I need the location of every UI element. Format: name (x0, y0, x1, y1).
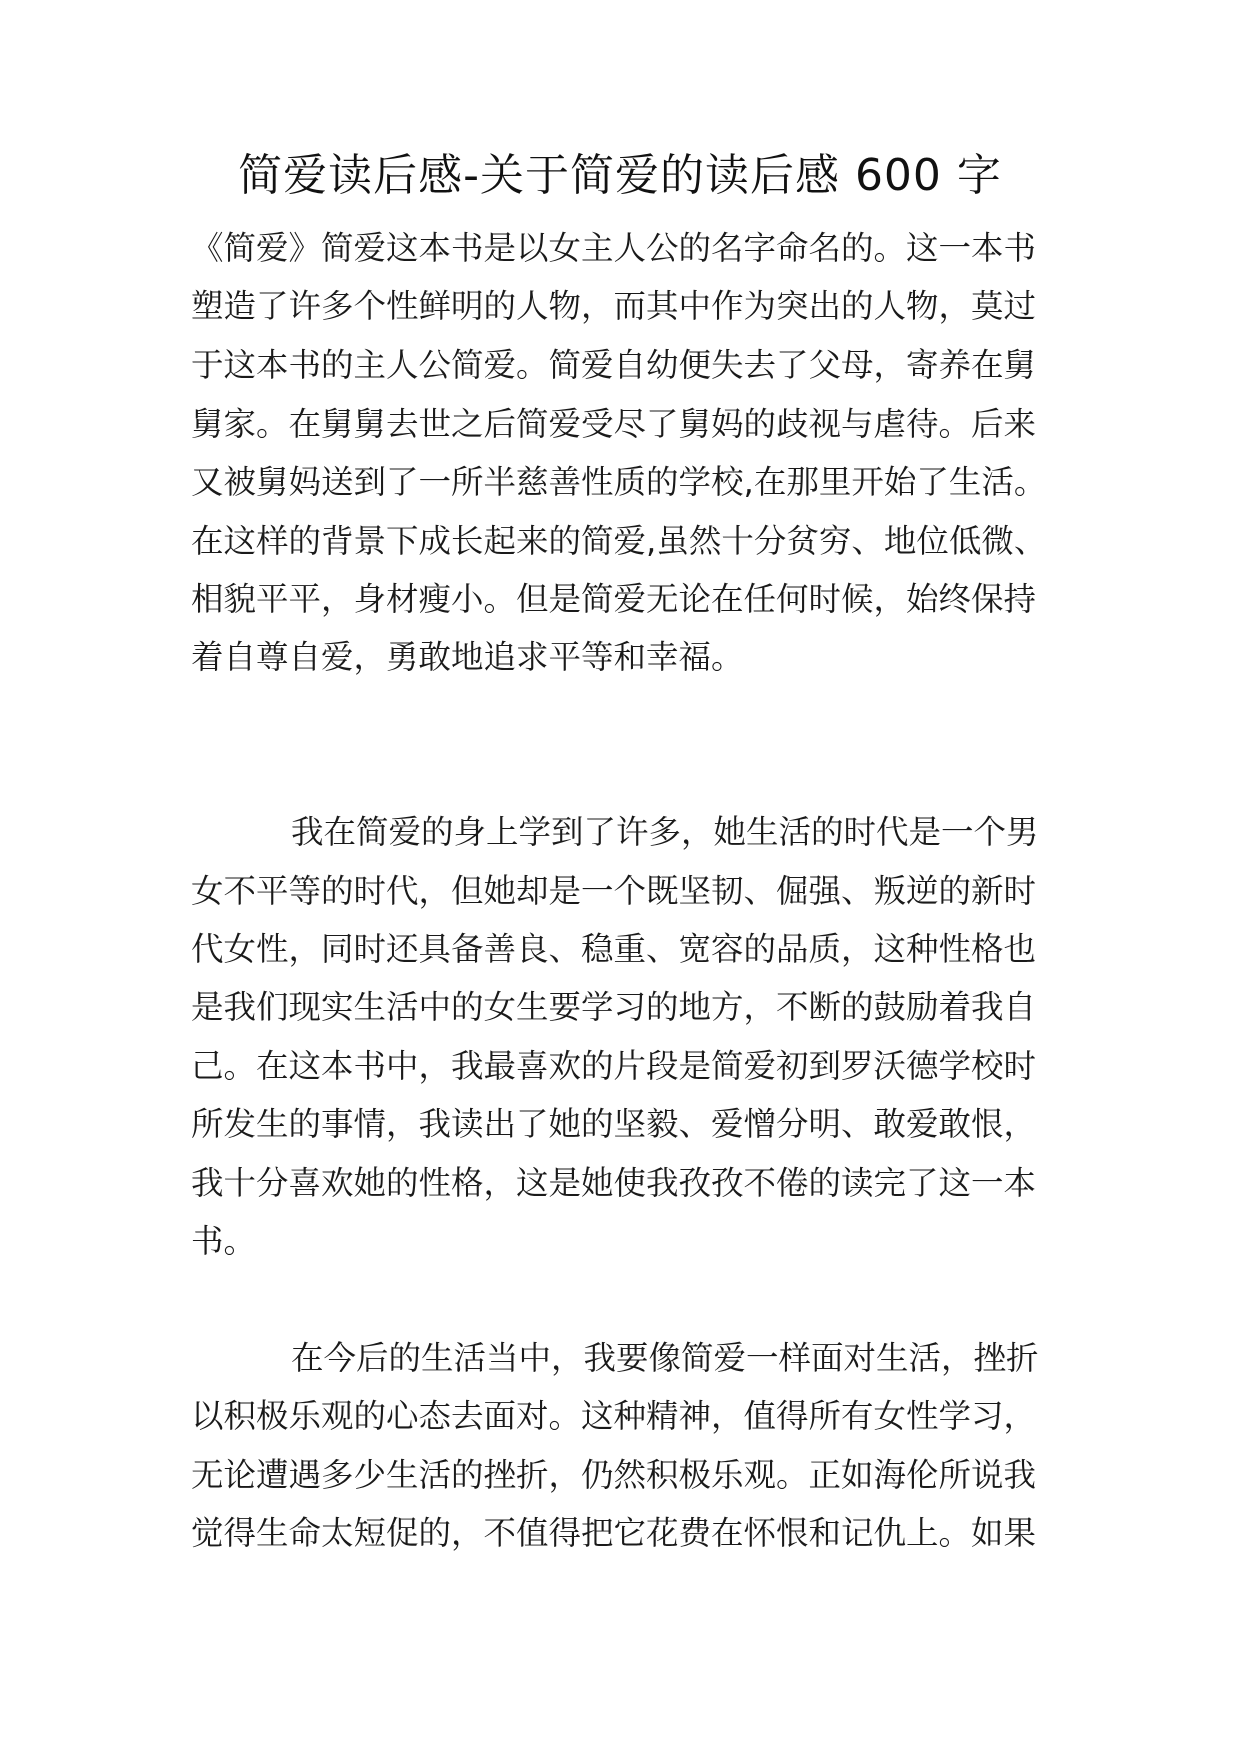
paragraph-1-line-8: 着自尊自爱，勇敢地追求平等和幸福。 (191, 638, 744, 676)
paragraph-1-line-2: 塑造了许多个性鲜明的人物，而其中作为突出的人物，莫过 (191, 287, 1037, 325)
document-title: 简爱读后感-关于简爱的读后感 600 字 (238, 150, 1002, 201)
paragraph-1-line-1: 《简爱》简爱这本书是以女主人公的名字命名的。这一本书 (191, 229, 1037, 267)
paragraph-3-line-4: 觉得生命太短促的，不值得把它花费在怀恨和记仇上。如果 (191, 1514, 1037, 1552)
paragraph-2-line-6: 所发生的事情，我读出了她的坚毅、爱憎分明、敢爱敢恨， (191, 1105, 1037, 1143)
paragraph-2-line-7: 我十分喜欢她的性格，这是她使我孜孜不倦的读完了这一本 (191, 1164, 1037, 1202)
paragraph-1-line-7: 相貌平平，身材瘦小。但是简爱无论在任何时候，始终保持 (191, 580, 1037, 618)
paragraph-1-line-4: 舅家。在舅舅去世之后简爱受尽了舅妈的歧视与虐待。后来 (191, 405, 1037, 443)
paragraph-2-line-3: 代女性，同时还具备善良、稳重、宽容的品质，这种性格也 (191, 930, 1037, 968)
paragraph-2-line-1: 我在简爱的身上学到了许多，她生活的时代是一个男 (291, 813, 1039, 851)
paragraph-3-line-1: 在今后的生活当中，我要像简爱一样面对生活，挫折 (291, 1339, 1039, 1377)
paragraph-1-line-3: 于这本书的主人公简爱。简爱自幼便失去了父母，寄养在舅 (191, 346, 1037, 384)
paragraph-2-line-4: 是我们现实生活中的女生要学习的地方，不断的鼓励着我自 (191, 988, 1037, 1026)
paragraph-3-line-2: 以积极乐观的心态去面对。这种精神，值得所有女性学习， (191, 1397, 1037, 1435)
paragraph-2-line-8: 书。 (191, 1222, 257, 1260)
paragraph-2-line-5: 己。在这本书中，我最喜欢的片段是简爱初到罗沃德学校时 (191, 1047, 1037, 1085)
paragraph-3-line-3: 无论遭遇多少生活的挫折，仍然积极乐观。正如海伦所说我 (191, 1456, 1037, 1494)
paragraph-2-line-2: 女不平等的时代，但她却是一个既坚韧、倔强、叛逆的新时 (191, 872, 1037, 910)
paragraph-1-line-5: 又被舅妈送到了一所半慈善性质的学校,在那里开始了生活。 (191, 463, 1047, 501)
paragraph-1-line-6: 在这样的背景下成长起来的简爱,虽然十分贫穷、地位低微、 (191, 522, 1047, 560)
